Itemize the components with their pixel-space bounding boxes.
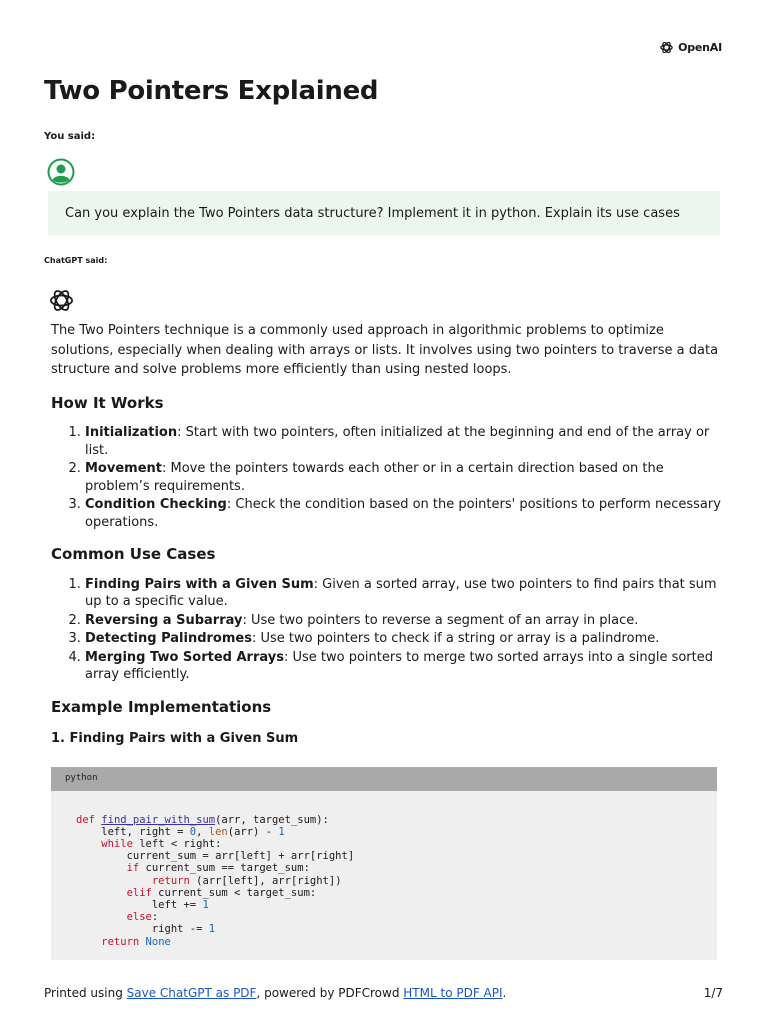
print-footer	[44, 986, 506, 1000]
code-line	[76, 899, 209, 911]
code-token: def	[76, 813, 102, 826]
code-token: (arr[left], arr[right])	[189, 874, 342, 887]
footer-suffix: .	[502, 986, 507, 1000]
code-line	[76, 838, 221, 850]
code-token: (arr, target_sum):	[215, 813, 329, 826]
code-block	[51, 767, 717, 960]
code-line	[76, 936, 171, 948]
list-item	[85, 612, 723, 630]
list-item	[85, 576, 723, 611]
page-number: 1/7	[703, 986, 723, 1000]
code-token: None	[145, 935, 171, 948]
save-chatgpt-link[interactable]: Save ChatGPT as PDF	[126, 986, 257, 1000]
item-text: : Start with two pointers, often initialized at the beginning and end of the array or list.	[85, 425, 710, 458]
item-text: : Move the pointers towards each other or in a certain direction based on the problem’s requirements.	[85, 461, 664, 494]
code-line	[76, 923, 215, 935]
code-token: while	[76, 837, 133, 850]
code-line	[76, 911, 158, 923]
item-text: : Check the condition based on the pointers' positions to perform necessary operations.	[85, 497, 721, 530]
code-line	[76, 887, 316, 899]
list-item	[85, 649, 723, 684]
user-message-bubble	[48, 191, 720, 235]
use-cases-heading: Common Use Cases	[51, 545, 216, 563]
code-token: left < right:	[132, 837, 222, 850]
list-item	[85, 424, 723, 459]
intro-paragraph: The Two Pointers technique is a commonly used approach in algorithmic problems to optimize solutions, especially when dealing with arrays or lists. It involves using two pointers to traverse a data structure and solve problems more efficiently than using nested loops.	[51, 323, 719, 377]
assistant-answer	[51, 321, 723, 960]
user-label: You said:	[44, 131, 96, 142]
code-token: 1	[202, 898, 209, 911]
example-subheading: 1. Finding Pairs with a Given Sum	[51, 731, 299, 746]
code-token: current_sum < target_sum:	[151, 886, 317, 899]
code-line	[76, 862, 310, 874]
how-it-works-list	[51, 424, 723, 531]
code-line	[76, 875, 342, 887]
code-token: else	[76, 911, 152, 924]
item-term: Condition Checking	[85, 497, 227, 512]
item-term: Initialization	[85, 425, 178, 440]
use-cases-list	[51, 576, 723, 684]
code-token: len	[208, 825, 228, 838]
code-token: (arr) -	[227, 825, 279, 838]
code-token: left +=	[76, 898, 203, 911]
code-token: 0	[189, 825, 197, 838]
examples-heading: Example Implementations	[51, 697, 272, 716]
code-line	[76, 850, 354, 862]
list-item	[85, 630, 723, 648]
item-term: Detecting Palindromes	[85, 631, 252, 646]
code-token: 1	[208, 923, 216, 936]
chatgpt-logo-icon	[48, 287, 75, 314]
item-term: Merging Two Sorted Arrays	[85, 649, 284, 665]
brand-header	[659, 40, 722, 55]
code-line	[76, 814, 329, 826]
footer-prefix: Printed using	[44, 986, 127, 1000]
how-it-works-heading: How It Works	[51, 393, 164, 412]
item-text: : Given a sorted array, use two pointers to find pairs that sum up to a specific value.	[85, 576, 717, 609]
item-text: : Use two pointers to check if a string or array is a palindrome.	[251, 631, 660, 646]
code-token: elif	[76, 886, 152, 899]
brand-name: OpenAI	[678, 41, 722, 54]
code-token: ,	[196, 825, 209, 838]
code-text	[76, 814, 717, 948]
page-title: Two Pointers Explained	[44, 76, 379, 106]
assistant-label: ChatGPT said:	[44, 256, 108, 265]
code-token: return	[76, 874, 190, 887]
code-token: current_sum == target_sum:	[139, 862, 310, 875]
code-token: if	[76, 862, 140, 875]
code-body	[51, 791, 717, 960]
list-item	[85, 460, 723, 495]
item-text: : Use two pointers to merge two sorted arrays into a single sorted array efficiently.	[85, 649, 713, 682]
code-line	[76, 826, 285, 838]
item-text: : Use two pointers to reverse a segment of an array in place.	[242, 612, 639, 628]
code-token: return	[76, 935, 146, 948]
code-token: find_pair_with_sum	[101, 813, 216, 826]
user-avatar-icon	[47, 158, 75, 186]
openai-logo-icon	[659, 40, 674, 55]
html-to-pdf-link[interactable]: HTML to PDF API	[403, 986, 503, 1000]
item-term: Reversing a Subarray	[85, 612, 243, 628]
code-token: 1	[278, 825, 285, 838]
item-term: Finding Pairs with a Given Sum	[85, 576, 314, 592]
footer-middle: , powered by PDFCrowd	[256, 986, 404, 1000]
item-term: Movement	[85, 461, 162, 476]
user-message: Can you explain the Two Pointers data structure? Implement it in python. Explain its use cases	[65, 205, 680, 221]
list-item	[85, 496, 723, 531]
code-language-label: python	[51, 767, 717, 791]
code-token: left, right =	[76, 825, 190, 838]
code-token: right -=	[76, 923, 209, 936]
code-token: current_sum = arr[left] + arr[right]	[76, 850, 355, 863]
code-token: :	[151, 911, 159, 924]
